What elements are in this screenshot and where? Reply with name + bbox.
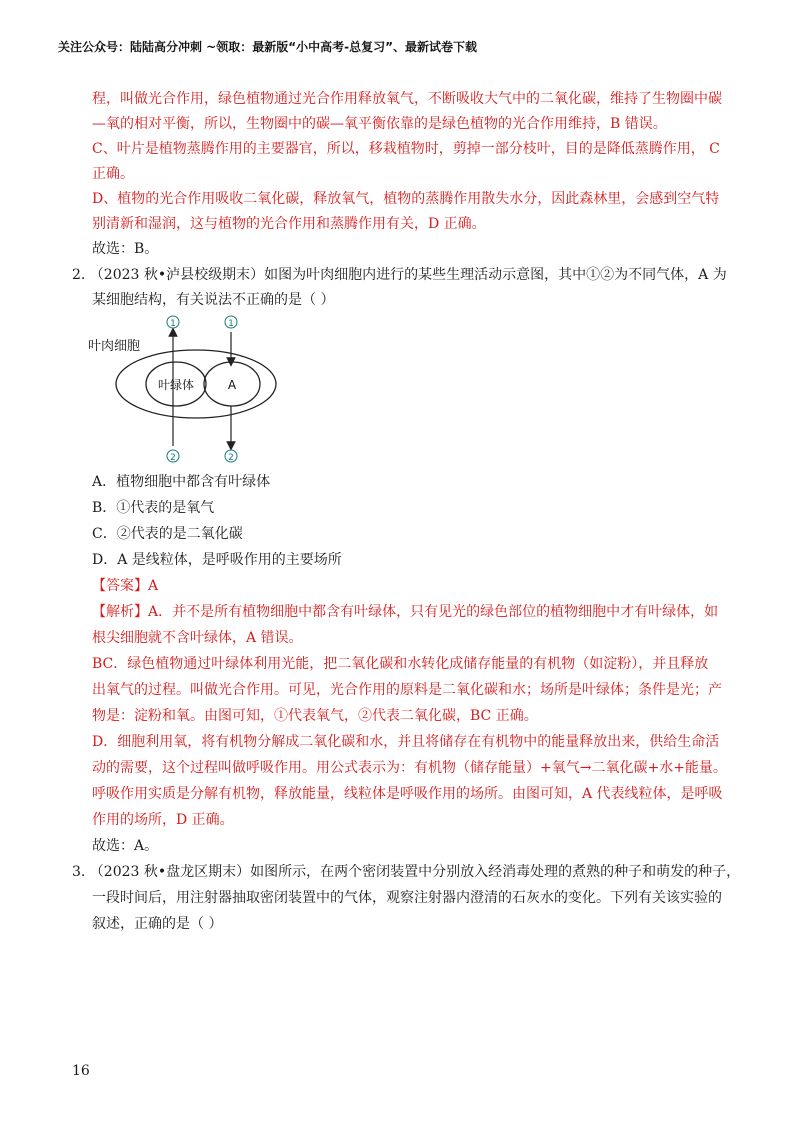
- q2-explanation-line-4: 出氧气的过程。叫做光合作用。可见，光合作用的原料是二氧化碳和水；场所是叶绿体；条件是光；产: [92, 682, 722, 698]
- q2-stem-line-2: 某细胞结构，有关说法不正确的是（ ）: [92, 292, 335, 308]
- cell-label: 叶肉细胞: [88, 339, 141, 354]
- q2-explanation-line-9: 作用的场所，D 正确。: [92, 812, 234, 828]
- q3-stem-line-1: 3. （2023 秋•盘龙区期末）如图所示，在两个密闭装置中分别放入经消毒处理的煮熟的种子和萌发的种子，: [72, 864, 741, 880]
- q2-explanation-line-1: 【解析】A．并不是所有植物细胞中都含有叶绿体，只有见光的绿色部位的植物细胞中才有叶绿体，如: [92, 604, 719, 620]
- prev-answer-line-6: 别清新和湿润，这与植物的光合作用和蒸腾作用有关，D 正确。: [92, 216, 486, 232]
- svg-text:1: 1: [228, 319, 234, 329]
- q2-answer: 【答案】A: [92, 578, 159, 594]
- q2-option-d: D．A 是线粒体，是呼吸作用的主要场所: [92, 552, 342, 568]
- prev-answer-conclusion: 故选：B。: [92, 241, 159, 257]
- q2-explanation-line-3: BC．绿色植物通过叶绿体利用光能，把二氧化碳和水转化成储存能量的有机物（如淀粉），并且释放: [92, 656, 709, 672]
- leaf-cell-diagram: [84, 310, 284, 472]
- page-number: 16: [72, 1063, 90, 1079]
- q2-stem-line-1: 2. （2023 秋•泸县校级期末）如图为叶肉细胞内进行的某些生理活动示意图，其中①②为不同气体，A 为: [72, 267, 727, 283]
- q2-explanation-line-2: 根尖细胞就不含叶绿体，A 错误。: [92, 630, 303, 646]
- prev-answer-line-2: —氧的相对平衡，所以，生物圈中的碳—氧平衡依靠的是绿色植物的光合作用维持，B 错误。: [92, 116, 667, 132]
- page-header: 关注公众号：陆陆高分冲刺 ~领取：最新版“小中高考-总复习”、最新试卷下载: [58, 40, 477, 54]
- q2-explanation-line-7: 动的需要，这个过程叫做呼吸作用。用公式表示为：有机物（储存能量）+氧气→二氧化碳+水+能量。: [92, 760, 727, 776]
- q2-explanation-line-6: D．细胞利用氧，将有机物分解成二氧化碳和水，并且将储存在有机物中的能量释放出来，供给生命活: [92, 734, 720, 750]
- q3-stem-line-2: 一段时间后，用注射器抽取密闭装置中的气体，观察注射器内澄清的石灰水的变化。下列有关该实验的: [92, 890, 722, 906]
- chloroplast-label: 叶绿体: [157, 378, 195, 392]
- q3-stem-line-3: 叙述，正确的是（ ）: [92, 916, 223, 932]
- prev-answer-line-4: 正确。: [92, 166, 134, 182]
- cell-outline: [116, 350, 276, 418]
- organelle-a-label: A: [227, 378, 237, 392]
- svg-text:2: 2: [228, 453, 234, 463]
- q2-explanation-line-8: 呼吸作用实质是分解有机物，释放能量，线粒体是呼吸作用的场所。由图可知，A 代表线粒体，是呼吸: [92, 786, 723, 802]
- q2-explanation-line-5: 物是：淀粉和氧。由图可知，①代表氧气，②代表二氧化碳，BC 正确。: [92, 708, 538, 724]
- q2-option-a: A．植物细胞中都含有叶绿体: [92, 474, 271, 490]
- prev-answer-line-1: 程，叫做光合作用，绿色植物通过光合作用释放氧气，不断吸收大气中的二氧化碳，维持了生物圈中碳: [92, 91, 722, 107]
- svg-text:1: 1: [170, 319, 176, 329]
- prev-answer-line-3: C、叶片是植物蒸腾作用的主要器官，所以，移栽植物时，剪掉一部分枝叶，目的是降低蒸腾作用， C: [92, 141, 720, 157]
- svg-text:2: 2: [170, 453, 176, 463]
- q2-option-b: B．①代表的是氧气: [92, 500, 215, 516]
- prev-answer-line-5: D、植物的光合作用吸收二氧化碳，释放氧气，植物的蒸腾作用散失水分，因此森林里，会感到空气特: [92, 191, 720, 207]
- q2-option-c: C．②代表的是二氧化碳: [92, 526, 243, 542]
- q2-conclusion: 故选：A。: [92, 838, 159, 854]
